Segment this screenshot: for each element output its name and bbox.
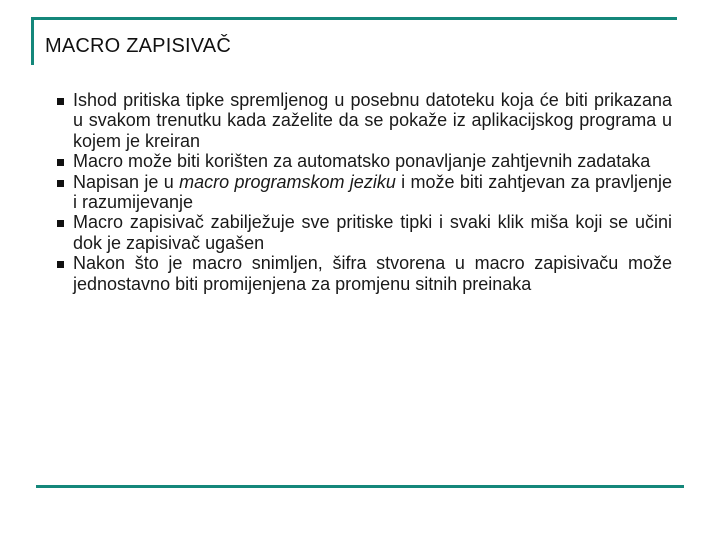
bullet-text-part: Napisan je u <box>73 171 180 192</box>
square-bullet-icon <box>57 98 64 105</box>
bullet-item <box>57 172 672 213</box>
bullet-item <box>57 151 672 171</box>
bullet-text-part: Nakon što je macro snimljen, šifra stvorena u macro zapisivaču može jednostavno biti promijenjena za promjenu sitnih preinaka <box>73 253 672 294</box>
bullet-text-italic: macro programskom jeziku <box>179 171 396 192</box>
bullet-item <box>57 212 672 253</box>
bullet-item <box>57 90 672 151</box>
bullet-text-part: Macro može biti korišten za automatsko ponavljanje zahtjevnih zadataka <box>73 151 651 172</box>
bullet-list <box>57 90 672 294</box>
square-bullet-icon <box>57 220 64 227</box>
square-bullet-icon <box>57 261 64 268</box>
bullet-text <box>73 151 672 171</box>
square-bullet-icon <box>57 159 64 166</box>
bullet-text-part: i može biti zahtjevan za pravljenje i razumijevanje <box>73 171 673 213</box>
bottom-divider <box>36 485 684 488</box>
bullet-text <box>73 212 672 253</box>
bullet-text-part: Macro zapisivač zabilježuje sve pritiske tipki i svaki klik miša koji se učini dok je zapisivač ugašen <box>73 212 672 253</box>
bullet-text <box>73 253 672 294</box>
square-bullet-icon <box>57 180 64 187</box>
bullet-text <box>73 172 672 213</box>
slide-title: MACRO ZAPISIVAČ <box>45 35 231 57</box>
bullet-text-part: Ishod pritiska tipke spremljenog u posebnu datoteku koja će biti prikazana u svakom trenutku kada zaželite da se pokaže iz aplikacijskog programa u kojem je kreiran <box>73 90 672 151</box>
bullet-text <box>73 90 672 151</box>
bullet-item <box>57 253 672 294</box>
